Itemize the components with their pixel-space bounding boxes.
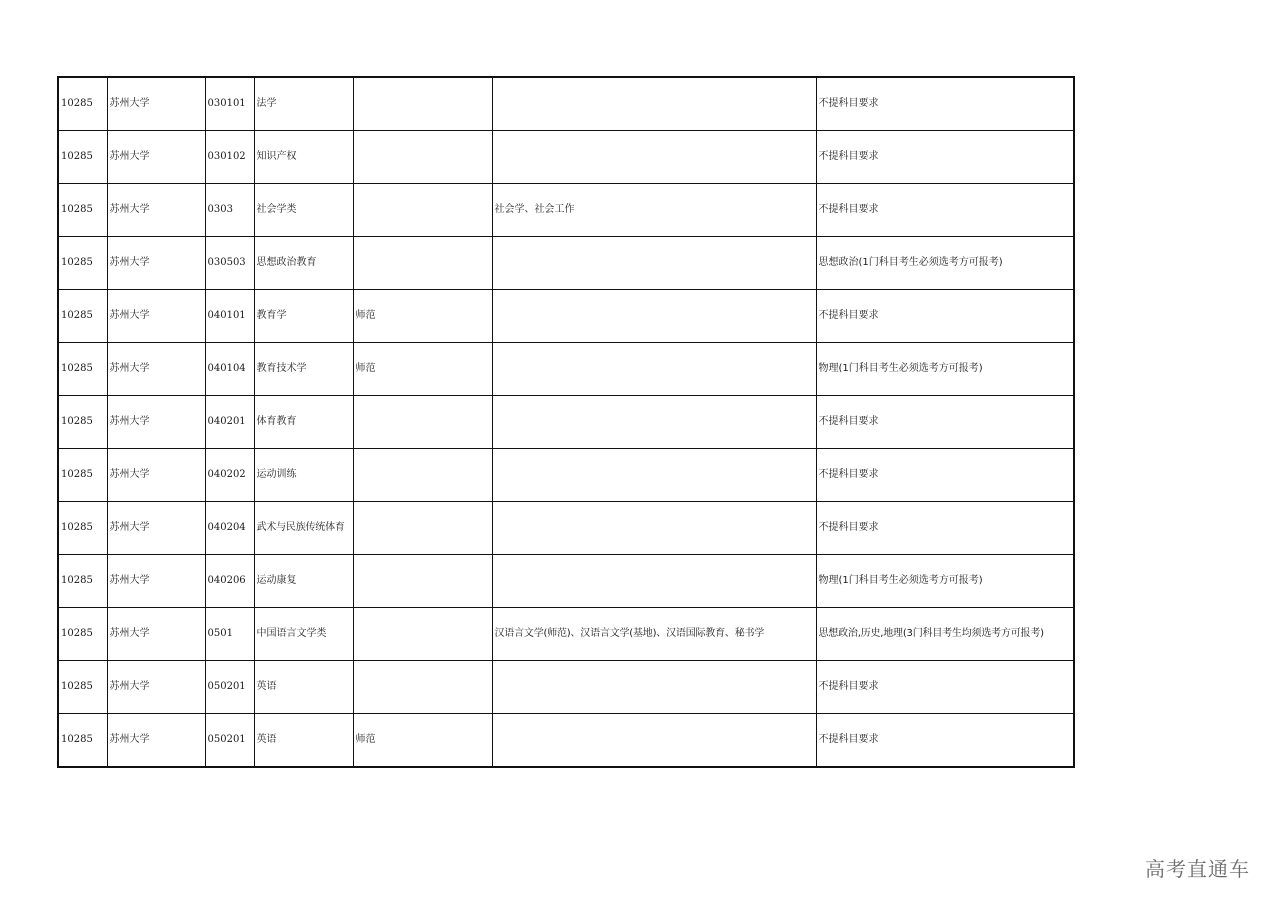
- major-note-cell: [353, 77, 492, 131]
- included-majors-cell: [492, 555, 816, 608]
- included-majors-cell: [492, 502, 816, 555]
- major-note-cell: [353, 237, 492, 290]
- school-code-cell: 10285: [58, 77, 107, 131]
- subject-requirement-cell: 不提科目要求: [816, 502, 1074, 555]
- major-name-cell: 武术与民族传统体育: [254, 502, 353, 555]
- included-majors-cell: 社会学、社会工作: [492, 184, 816, 237]
- major-name-cell: 知识产权: [254, 131, 353, 184]
- major-note-cell: [353, 184, 492, 237]
- major-name-cell: 教育技术学: [254, 343, 353, 396]
- school-name-cell: 苏州大学: [107, 449, 205, 502]
- school-name-cell: 苏州大学: [107, 502, 205, 555]
- school-code-cell: 10285: [58, 184, 107, 237]
- school-code-cell: 10285: [58, 449, 107, 502]
- table-row: [58, 661, 1074, 714]
- major-code-cell: 030503: [205, 237, 254, 290]
- school-code-cell: 10285: [58, 714, 107, 768]
- subject-requirement-cell: 不提科目要求: [816, 449, 1074, 502]
- school-name-cell: 苏州大学: [107, 343, 205, 396]
- major-code-cell: 040206: [205, 555, 254, 608]
- included-majors-cell: [492, 661, 816, 714]
- subject-requirement-cell: 不提科目要求: [816, 661, 1074, 714]
- included-majors-cell: [492, 396, 816, 449]
- major-code-cell: 040101: [205, 290, 254, 343]
- subject-requirement-cell: 物理(1门科目考生必须选考方可报考): [816, 343, 1074, 396]
- table-row: [58, 714, 1074, 768]
- major-code-cell: 0501: [205, 608, 254, 661]
- table-body: [58, 77, 1074, 767]
- table-row: [58, 237, 1074, 290]
- major-name-cell: 英语: [254, 714, 353, 768]
- school-code-cell: 10285: [58, 396, 107, 449]
- major-code-cell: 040201: [205, 396, 254, 449]
- school-name-cell: 苏州大学: [107, 714, 205, 768]
- school-code-cell: 10285: [58, 131, 107, 184]
- major-name-cell: 运动训练: [254, 449, 353, 502]
- major-name-cell: 英语: [254, 661, 353, 714]
- school-code-cell: 10285: [58, 555, 107, 608]
- table-row: [58, 396, 1074, 449]
- table-row: [58, 449, 1074, 502]
- major-note-cell: [353, 131, 492, 184]
- table-row: [58, 77, 1074, 131]
- subject-requirement-cell: 不提科目要求: [816, 131, 1074, 184]
- included-majors-cell: [492, 714, 816, 768]
- major-code-cell: 050201: [205, 661, 254, 714]
- major-note-cell: 师范: [353, 343, 492, 396]
- subject-requirement-cell: 不提科目要求: [816, 396, 1074, 449]
- major-code-cell: 030101: [205, 77, 254, 131]
- school-name-cell: 苏州大学: [107, 396, 205, 449]
- table-row: [58, 131, 1074, 184]
- major-code-cell: 030102: [205, 131, 254, 184]
- admission-requirements-table: [57, 76, 1075, 768]
- school-code-cell: 10285: [58, 290, 107, 343]
- table-row: [58, 290, 1074, 343]
- table-row: [58, 184, 1074, 237]
- subject-requirement-cell: 不提科目要求: [816, 77, 1074, 131]
- school-name-cell: 苏州大学: [107, 77, 205, 131]
- school-name-cell: 苏州大学: [107, 555, 205, 608]
- school-name-cell: 苏州大学: [107, 184, 205, 237]
- major-note-cell: 师范: [353, 714, 492, 768]
- school-name-cell: 苏州大学: [107, 290, 205, 343]
- school-code-cell: 10285: [58, 237, 107, 290]
- major-code-cell: 040204: [205, 502, 254, 555]
- major-code-cell: 040104: [205, 343, 254, 396]
- major-name-cell: 教育学: [254, 290, 353, 343]
- subject-requirement-cell: 思想政治(1门科目考生必须选考方可报考): [816, 237, 1074, 290]
- subject-requirement-cell: 不提科目要求: [816, 714, 1074, 768]
- major-name-cell: 运动康复: [254, 555, 353, 608]
- table-row: [58, 555, 1074, 608]
- major-name-cell: 思想政治教育: [254, 237, 353, 290]
- major-code-cell: 050201: [205, 714, 254, 768]
- major-note-cell: [353, 396, 492, 449]
- table-row: [58, 343, 1074, 396]
- major-note-cell: [353, 661, 492, 714]
- major-code-cell: 0303: [205, 184, 254, 237]
- major-name-cell: 中国语言文学类: [254, 608, 353, 661]
- major-note-cell: [353, 555, 492, 608]
- included-majors-cell: [492, 449, 816, 502]
- watermark-text: 高考直通车: [1145, 857, 1250, 881]
- school-name-cell: 苏州大学: [107, 608, 205, 661]
- included-majors-cell: [492, 77, 816, 131]
- school-code-cell: 10285: [58, 608, 107, 661]
- major-note-cell: [353, 449, 492, 502]
- table-row: [58, 608, 1074, 661]
- major-note-cell: [353, 502, 492, 555]
- major-note-cell: [353, 608, 492, 661]
- major-name-cell: 社会学类: [254, 184, 353, 237]
- major-name-cell: 法学: [254, 77, 353, 131]
- school-name-cell: 苏州大学: [107, 131, 205, 184]
- major-code-cell: 040202: [205, 449, 254, 502]
- major-note-cell: 师范: [353, 290, 492, 343]
- subject-requirement-cell: 思想政治,历史,地理(3门科目考生均须选考方可报考): [816, 608, 1074, 661]
- table-row: [58, 502, 1074, 555]
- subject-requirement-cell: 不提科目要求: [816, 290, 1074, 343]
- included-majors-cell: [492, 290, 816, 343]
- subject-requirement-cell: 不提科目要求: [816, 184, 1074, 237]
- included-majors-cell: [492, 237, 816, 290]
- included-majors-cell: [492, 343, 816, 396]
- school-name-cell: 苏州大学: [107, 237, 205, 290]
- school-code-cell: 10285: [58, 502, 107, 555]
- included-majors-cell: [492, 131, 816, 184]
- school-code-cell: 10285: [58, 343, 107, 396]
- subject-requirement-cell: 物理(1门科目考生必须选考方可报考): [816, 555, 1074, 608]
- school-name-cell: 苏州大学: [107, 661, 205, 714]
- school-code-cell: 10285: [58, 661, 107, 714]
- major-name-cell: 体育教育: [254, 396, 353, 449]
- included-majors-cell: 汉语言文学(师范)、汉语言文学(基地)、汉语国际教育、秘书学: [492, 608, 816, 661]
